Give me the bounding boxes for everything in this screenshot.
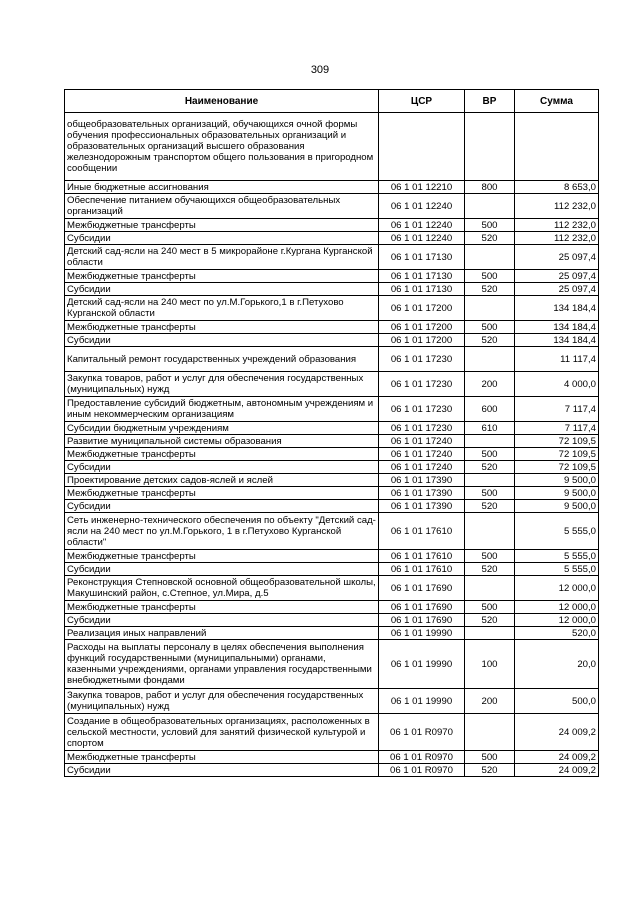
row-csr: 06 1 01 12240 xyxy=(379,194,465,219)
row-name: Иные бюджетные ассигнования xyxy=(65,181,379,194)
table-row xyxy=(65,764,599,777)
row-csr: 06 1 01 17230 xyxy=(379,422,465,435)
table-row xyxy=(65,397,599,422)
row-csr: 06 1 01 17390 xyxy=(379,474,465,487)
row-name: Расходы на выплаты персоналу в целях обеспечения выполнения функций государственными (муниципальными) органами, казенными учреждениями, органами управления государственными внебюджетными фондами xyxy=(65,640,379,689)
row-name: Субсидии xyxy=(65,500,379,513)
table-row xyxy=(65,627,599,640)
row-sum: 11 117,4 xyxy=(515,347,599,372)
row-name: Межбюджетные трансферты xyxy=(65,219,379,232)
table-row xyxy=(65,640,599,689)
row-vr xyxy=(465,194,515,219)
row-name: Предоставление субсидий бюджетным, автономным учреждениям и иным некоммерческим организациям xyxy=(65,397,379,422)
row-vr: 200 xyxy=(465,372,515,397)
row-vr xyxy=(465,714,515,751)
row-vr: 500 xyxy=(465,270,515,283)
row-vr: 500 xyxy=(465,219,515,232)
row-vr: 520 xyxy=(465,461,515,474)
row-vr: 800 xyxy=(465,181,515,194)
row-csr: 06 1 01 R0970 xyxy=(379,714,465,751)
row-vr: 520 xyxy=(465,614,515,627)
row-vr: 500 xyxy=(465,751,515,764)
table-row xyxy=(65,296,599,321)
table-row xyxy=(65,422,599,435)
row-sum: 134 184,4 xyxy=(515,334,599,347)
row-csr: 06 1 01 R0970 xyxy=(379,751,465,764)
row-sum: 24 009,2 xyxy=(515,764,599,777)
page-number: 309 xyxy=(310,64,330,76)
table-row xyxy=(65,601,599,614)
header-vr: ВР xyxy=(465,90,515,113)
row-name: Обеспечение питанием обучающихся общеобразовательных организаций xyxy=(65,194,379,219)
row-csr: 06 1 01 17240 xyxy=(379,461,465,474)
row-name: Реконструкция Степновской основной общеобразовательной школы, Макушинский район, с.Степное, ул.Мира, д.5 xyxy=(65,576,379,601)
row-csr: 06 1 01 19990 xyxy=(379,640,465,689)
row-vr: 520 xyxy=(465,232,515,245)
row-csr: 06 1 01 17230 xyxy=(379,347,465,372)
header-name: Наименование xyxy=(65,90,379,113)
row-vr xyxy=(465,474,515,487)
row-sum: 12 000,0 xyxy=(515,576,599,601)
row-name: Межбюджетные трансферты xyxy=(65,487,379,500)
table-row xyxy=(65,113,599,181)
table-row xyxy=(65,448,599,461)
row-name: Капитальный ремонт государственных учреждений образования xyxy=(65,347,379,372)
row-sum xyxy=(515,113,599,181)
row-name: Межбюджетные трансферты xyxy=(65,751,379,764)
table-row xyxy=(65,689,599,714)
row-name: Субсидии xyxy=(65,334,379,347)
row-name: Субсидии бюджетным учреждениям xyxy=(65,422,379,435)
row-csr: 06 1 01 17130 xyxy=(379,245,465,270)
row-csr: 06 1 01 12240 xyxy=(379,219,465,232)
row-vr xyxy=(465,576,515,601)
row-csr: 06 1 01 17230 xyxy=(379,397,465,422)
row-csr: 06 1 01 17390 xyxy=(379,487,465,500)
table-row xyxy=(65,576,599,601)
row-vr: 500 xyxy=(465,448,515,461)
table-row xyxy=(65,245,599,270)
row-vr: 600 xyxy=(465,397,515,422)
row-sum: 12 000,0 xyxy=(515,601,599,614)
row-sum: 12 000,0 xyxy=(515,614,599,627)
table-row xyxy=(65,321,599,334)
row-csr: 06 1 01 17200 xyxy=(379,321,465,334)
row-vr xyxy=(465,513,515,550)
row-sum: 4 000,0 xyxy=(515,372,599,397)
row-sum: 25 097,4 xyxy=(515,245,599,270)
table-row xyxy=(65,563,599,576)
row-vr: 500 xyxy=(465,550,515,563)
row-name: Межбюджетные трансферты xyxy=(65,448,379,461)
table-row xyxy=(65,435,599,448)
row-csr: 06 1 01 12240 xyxy=(379,232,465,245)
row-sum: 5 555,0 xyxy=(515,563,599,576)
row-sum: 112 232,0 xyxy=(515,232,599,245)
row-csr: 06 1 01 17610 xyxy=(379,513,465,550)
row-vr xyxy=(465,113,515,181)
table-row xyxy=(65,714,599,751)
row-csr: 06 1 01 17200 xyxy=(379,296,465,321)
table-row xyxy=(65,219,599,232)
row-csr: 06 1 01 17230 xyxy=(379,372,465,397)
row-sum: 500,0 xyxy=(515,689,599,714)
row-csr: 06 1 01 17130 xyxy=(379,283,465,296)
row-vr: 520 xyxy=(465,764,515,777)
row-name: Проектирование детских садов-яслей и яслей xyxy=(65,474,379,487)
row-sum: 9 500,0 xyxy=(515,500,599,513)
row-csr xyxy=(379,113,465,181)
table-row xyxy=(65,347,599,372)
row-sum: 25 097,4 xyxy=(515,270,599,283)
table-row xyxy=(65,513,599,550)
row-vr: 520 xyxy=(465,283,515,296)
table-row xyxy=(65,614,599,627)
row-name: Межбюджетные трансферты xyxy=(65,321,379,334)
row-vr xyxy=(465,435,515,448)
row-name: Межбюджетные трансферты xyxy=(65,270,379,283)
row-sum: 20,0 xyxy=(515,640,599,689)
row-csr: 06 1 01 17240 xyxy=(379,435,465,448)
row-vr xyxy=(465,245,515,270)
row-name: Сеть инженерно-технического обеспечения по объекту "Детский сад-ясли на 240 мест по ул.М.Горького, 1 в г.Петухово Курганской области" xyxy=(65,513,379,550)
table-row xyxy=(65,474,599,487)
table-body xyxy=(65,113,599,777)
row-sum: 8 653,0 xyxy=(515,181,599,194)
row-sum: 24 009,2 xyxy=(515,751,599,764)
row-csr: 06 1 01 17200 xyxy=(379,334,465,347)
table-row xyxy=(65,283,599,296)
row-vr: 500 xyxy=(465,487,515,500)
row-sum: 134 184,4 xyxy=(515,296,599,321)
row-name: Детский сад-ясли на 240 мест в 5 микрорайоне г.Кургана Курганской области xyxy=(65,245,379,270)
header-csr: ЦСР xyxy=(379,90,465,113)
table-row xyxy=(65,270,599,283)
table-row xyxy=(65,550,599,563)
row-name: Субсидии xyxy=(65,461,379,474)
table-row xyxy=(65,181,599,194)
row-name: Субсидии xyxy=(65,614,379,627)
row-name: Детский сад-ясли на 240 мест по ул.М.Горького,1 в г.Петухово Курганской области xyxy=(65,296,379,321)
row-csr: 06 1 01 17130 xyxy=(379,270,465,283)
row-name: Создание в общеобразовательных организациях, расположенных в сельской местности, условий для занятий физической культурой и спортом xyxy=(65,714,379,751)
row-vr: 520 xyxy=(465,500,515,513)
row-name: Субсидии xyxy=(65,764,379,777)
row-sum: 9 500,0 xyxy=(515,474,599,487)
header-sum: Сумма xyxy=(515,90,599,113)
table-header xyxy=(65,90,599,113)
table-row xyxy=(65,372,599,397)
row-sum: 72 109,5 xyxy=(515,461,599,474)
row-vr: 610 xyxy=(465,422,515,435)
row-vr: 500 xyxy=(465,601,515,614)
row-csr: 06 1 01 12210 xyxy=(379,181,465,194)
row-csr: 06 1 01 R0970 xyxy=(379,764,465,777)
row-vr: 520 xyxy=(465,563,515,576)
row-csr: 06 1 01 17610 xyxy=(379,550,465,563)
row-vr: 520 xyxy=(465,334,515,347)
budget-table xyxy=(64,89,599,777)
row-name: Закупка товаров, работ и услуг для обеспечения государственных (муниципальных) нужд xyxy=(65,372,379,397)
row-name: Субсидии xyxy=(65,283,379,296)
row-sum: 9 500,0 xyxy=(515,487,599,500)
row-sum: 5 555,0 xyxy=(515,550,599,563)
row-name: Развитие муниципальной системы образования xyxy=(65,435,379,448)
row-sum: 72 109,5 xyxy=(515,448,599,461)
table-row xyxy=(65,334,599,347)
row-sum: 7 117,4 xyxy=(515,397,599,422)
row-name: Реализация иных направлений xyxy=(65,627,379,640)
row-sum: 112 232,0 xyxy=(515,194,599,219)
row-csr: 06 1 01 19990 xyxy=(379,689,465,714)
row-sum: 134 184,4 xyxy=(515,321,599,334)
table-row xyxy=(65,194,599,219)
table-row xyxy=(65,751,599,764)
row-sum: 7 117,4 xyxy=(515,422,599,435)
row-csr: 06 1 01 17690 xyxy=(379,576,465,601)
row-vr: 100 xyxy=(465,640,515,689)
row-name: Закупка товаров, работ и услуг для обеспечения государственных (муниципальных) нужд xyxy=(65,689,379,714)
row-name: Межбюджетные трансферты xyxy=(65,550,379,563)
header-row xyxy=(65,90,599,113)
row-csr: 06 1 01 19990 xyxy=(379,627,465,640)
row-vr xyxy=(465,627,515,640)
row-vr xyxy=(465,347,515,372)
row-vr: 500 xyxy=(465,321,515,334)
row-sum: 5 555,0 xyxy=(515,513,599,550)
row-vr: 200 xyxy=(465,689,515,714)
row-name: Межбюджетные трансферты xyxy=(65,601,379,614)
row-name: Субсидии xyxy=(65,563,379,576)
row-csr: 06 1 01 17610 xyxy=(379,563,465,576)
row-csr: 06 1 01 17240 xyxy=(379,448,465,461)
table-row xyxy=(65,487,599,500)
row-sum: 25 097,4 xyxy=(515,283,599,296)
row-name: общеобразовательных организаций, обучающихся очной формы обучения профессиональных образовательных организаций и образовательных организаций высшего образования железнодорожным транспортом общего пользования в пригородном сообщении xyxy=(65,113,379,181)
row-csr: 06 1 01 17690 xyxy=(379,601,465,614)
table-row xyxy=(65,500,599,513)
row-sum: 24 009,2 xyxy=(515,714,599,751)
table-row xyxy=(65,461,599,474)
row-sum: 72 109,5 xyxy=(515,435,599,448)
row-vr xyxy=(465,296,515,321)
row-sum: 520,0 xyxy=(515,627,599,640)
row-csr: 06 1 01 17690 xyxy=(379,614,465,627)
row-sum: 112 232,0 xyxy=(515,219,599,232)
row-csr: 06 1 01 17390 xyxy=(379,500,465,513)
row-name: Субсидии xyxy=(65,232,379,245)
table-row xyxy=(65,232,599,245)
